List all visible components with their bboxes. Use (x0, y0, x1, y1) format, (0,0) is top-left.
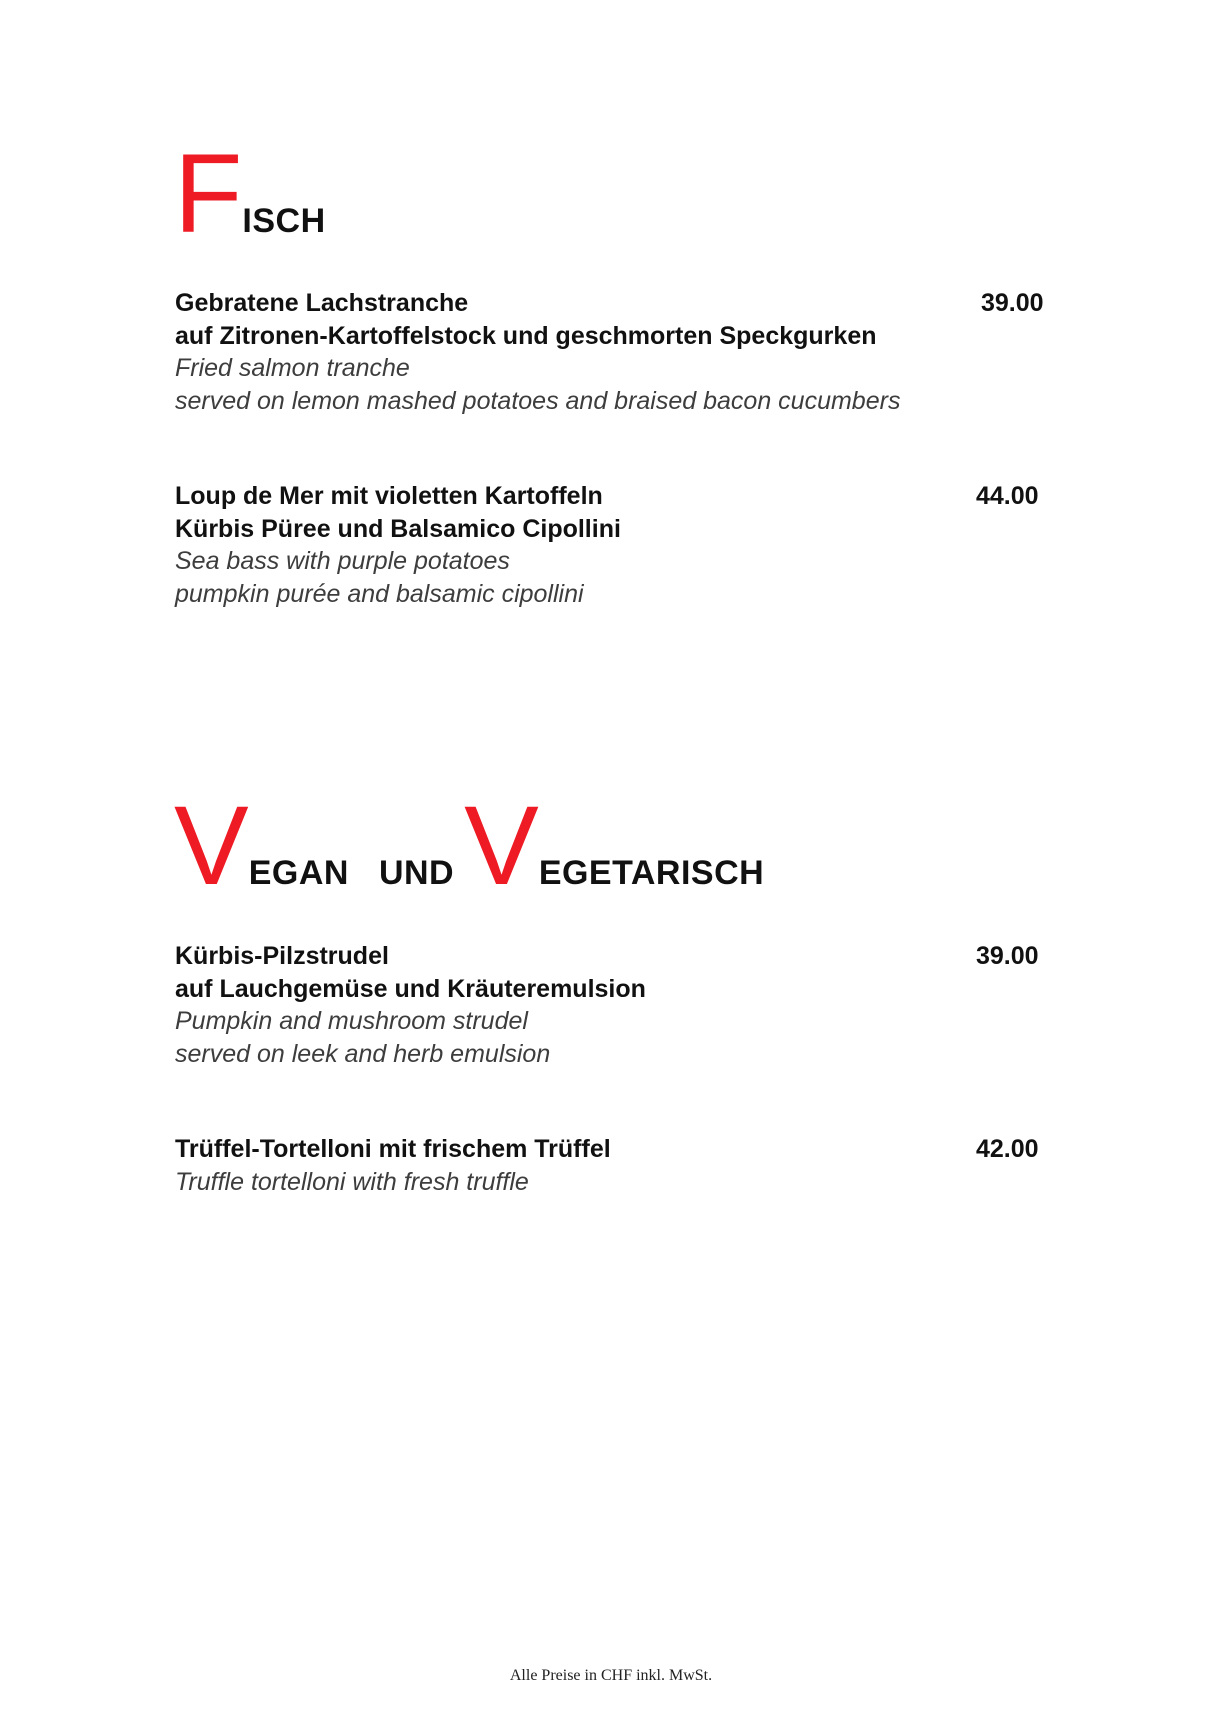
heading-rest: EGETARISCH (538, 854, 765, 892)
dish-description-de: auf Zitronen-Kartoffelstock und geschmorten Speckgurken (175, 321, 877, 350)
dish-price: 44.00 (976, 482, 1039, 510)
dish-name-de: Kürbis-Pilzstrudel (175, 942, 389, 970)
dish-item (175, 480, 1055, 610)
dish-name-de: Trüffel-Tortelloni mit frischem Trüffel (175, 1135, 611, 1163)
dish-name-en: Truffle tortelloni with fresh truffle (175, 1167, 529, 1196)
dish-name-en: Pumpkin and mushroom strudel (175, 1007, 528, 1035)
dish-name-de: Gebratene Lachstranche (175, 289, 469, 317)
dish-description-en: pumpkin purée and balsamic cipollini (175, 579, 584, 608)
dish-item (175, 287, 1055, 417)
heading-rest: EGAN (248, 854, 349, 892)
dish-item (175, 1133, 1055, 1198)
heading-rest: UND (378, 854, 455, 892)
dish-price: 42.00 (976, 1135, 1039, 1163)
dish-name-de: Loup de Mer mit violetten Kartoffeln (175, 482, 603, 510)
dish-price: 39.00 (981, 289, 1044, 317)
heading-initial: V (464, 783, 539, 908)
price-note-footer: Alle Preise in CHF inkl. MwSt. (509, 1667, 713, 1684)
heading-word (464, 783, 765, 908)
dish-description-de: auf Lauchgemüse und Kräuteremulsion (175, 974, 646, 1003)
section-heading-vegan-vegetarisch (174, 783, 765, 908)
heading-rest: ISCH (242, 202, 326, 240)
heading-initial: V (174, 783, 249, 908)
heading-word (379, 854, 454, 893)
dish-price: 39.00 (976, 942, 1039, 970)
heading-initial: F (174, 131, 243, 256)
dish-description-en: served on leek and herb emulsion (175, 1039, 551, 1068)
heading-word (174, 131, 326, 256)
dish-item (175, 940, 1055, 1070)
dish-name-en: Sea bass with purple potatoes (175, 547, 510, 575)
heading-word (174, 783, 349, 908)
dish-description-en: served on lemon mashed potatoes and braised bacon cucumbers (175, 386, 901, 415)
dish-name-en: Fried salmon tranche (175, 354, 410, 382)
section-heading-fisch (174, 131, 326, 256)
dish-description-de: Kürbis Püree und Balsamico Cipollini (175, 514, 621, 543)
